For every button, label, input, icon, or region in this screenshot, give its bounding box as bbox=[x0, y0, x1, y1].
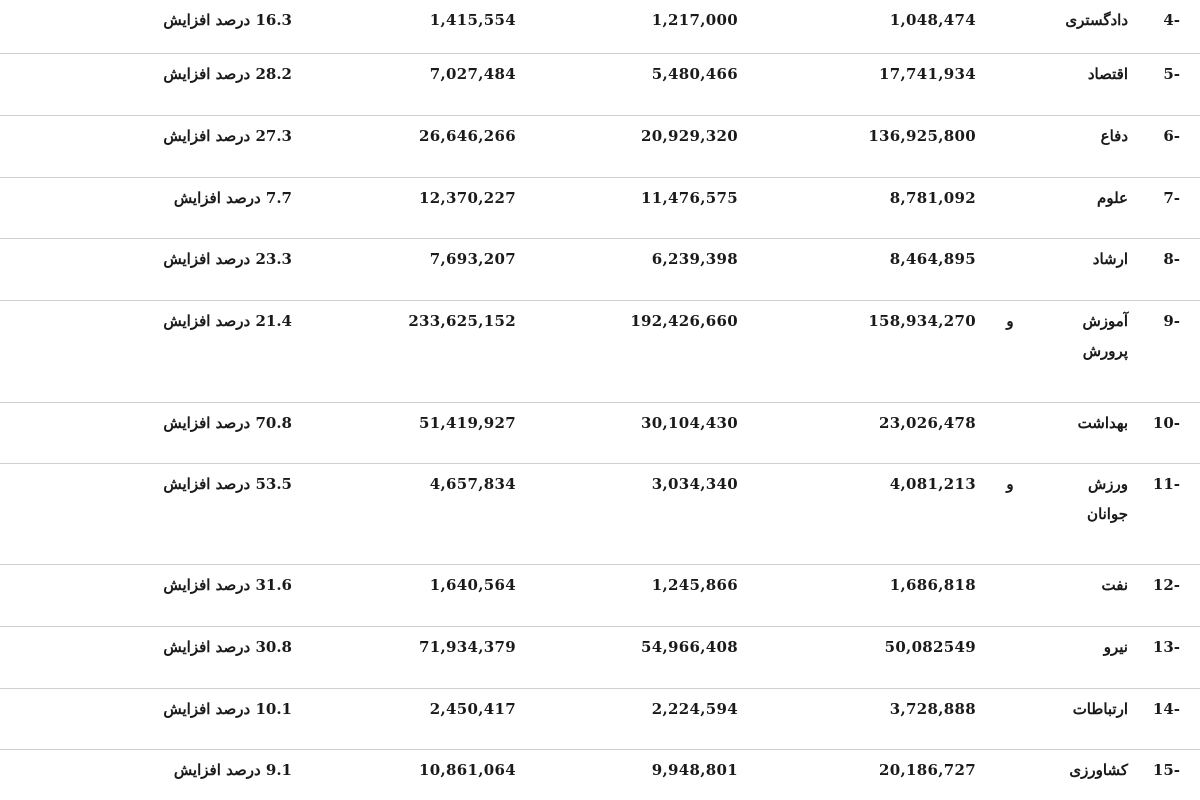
change-label: درصد افزایش bbox=[163, 700, 251, 718]
budget-value-1: 1,048,474 bbox=[889, 11, 976, 29]
change-label: درصد افزایش bbox=[173, 189, 261, 207]
row-index: 12- bbox=[1152, 576, 1180, 594]
change-label: درصد افزایش bbox=[163, 576, 251, 594]
change-percent: 21.4 bbox=[255, 312, 292, 330]
change-label: درصد افزایش bbox=[163, 65, 251, 83]
table-row bbox=[0, 0, 1200, 54]
ministry-name bbox=[1018, 474, 1128, 524]
budget-value-1: 4,081,213 bbox=[889, 475, 976, 493]
budget-value-2: 54,966,408 bbox=[641, 638, 738, 656]
change-cell bbox=[100, 311, 292, 331]
change-label: درصد افزایش bbox=[163, 127, 251, 145]
change-cell bbox=[100, 249, 292, 269]
ministry-name bbox=[1018, 188, 1128, 208]
row-index: 9- bbox=[1163, 312, 1180, 330]
change-percent: 31.6 bbox=[255, 576, 292, 594]
change-percent: 9.1 bbox=[265, 761, 292, 779]
budget-value-2: 5,480,466 bbox=[651, 65, 738, 83]
change-percent: 70.8 bbox=[255, 414, 292, 432]
ministry-name-line: جوانان bbox=[1087, 505, 1128, 523]
change-label: درصد افزایش bbox=[163, 11, 251, 29]
budget-value-2: 11,476,575 bbox=[641, 189, 738, 207]
row-index: 14- bbox=[1152, 700, 1180, 718]
conjunction: و bbox=[1006, 312, 1014, 330]
budget-value-3: 2,450,417 bbox=[429, 700, 516, 718]
budget-value-1: 17,741,934 bbox=[879, 65, 976, 83]
budget-value-1: 158,934,270 bbox=[868, 312, 976, 330]
row-index: 15- bbox=[1152, 761, 1180, 779]
change-cell bbox=[100, 637, 292, 657]
budget-value-2: 3,034,340 bbox=[651, 475, 738, 493]
change-cell bbox=[100, 126, 292, 146]
budget-value-2: 6,239,398 bbox=[651, 250, 738, 268]
change-percent: 10.1 bbox=[255, 700, 292, 718]
table-row bbox=[0, 403, 1200, 464]
ministry-name bbox=[1018, 311, 1128, 361]
table-row bbox=[0, 627, 1200, 689]
budget-value-2: 1,217,000 bbox=[651, 11, 738, 29]
change-cell bbox=[100, 10, 292, 30]
change-cell bbox=[100, 575, 292, 595]
ministry-name-line: ارتباطات bbox=[1072, 700, 1128, 718]
ministry-name-line: کشاورزی bbox=[1069, 761, 1128, 779]
row-index: 6- bbox=[1163, 127, 1180, 145]
budget-value-1: 20,186,727 bbox=[879, 761, 976, 779]
change-label: درصد افزایش bbox=[163, 475, 251, 493]
ministry-name bbox=[1018, 637, 1128, 657]
change-cell bbox=[100, 760, 292, 780]
ministry-name bbox=[1018, 413, 1128, 433]
row-index: 5- bbox=[1163, 65, 1180, 83]
ministry-name bbox=[1018, 64, 1128, 84]
ministry-name-line: اقتصاد bbox=[1087, 65, 1128, 83]
change-label: درصد افزایش bbox=[163, 638, 251, 656]
budget-value-3: 7,027,484 bbox=[429, 65, 516, 83]
change-cell bbox=[100, 413, 292, 433]
table-row bbox=[0, 116, 1200, 178]
budget-value-3: 4,657,834 bbox=[429, 475, 516, 493]
budget-value-3: 233,625,152 bbox=[408, 312, 516, 330]
budget-value-1: 8,781,092 bbox=[889, 189, 976, 207]
ministry-name bbox=[1018, 249, 1128, 269]
change-label: درصد افزایش bbox=[173, 761, 261, 779]
change-cell bbox=[100, 188, 292, 208]
change-percent: 23.3 bbox=[255, 250, 292, 268]
table-row bbox=[0, 178, 1200, 239]
change-label: درصد افزایش bbox=[163, 414, 251, 432]
budget-value-2: 20,929,320 bbox=[641, 127, 738, 145]
table-row bbox=[0, 301, 1200, 403]
ministry-name-line: پرورش bbox=[1082, 342, 1128, 360]
ministry-name bbox=[1018, 126, 1128, 146]
change-percent: 53.5 bbox=[255, 475, 292, 493]
change-cell bbox=[100, 699, 292, 719]
row-index: 8- bbox=[1163, 250, 1180, 268]
budget-value-3: 1,640,564 bbox=[429, 576, 516, 594]
budget-value-1: 23,026,478 bbox=[879, 414, 976, 432]
budget-value-2: 9,948,801 bbox=[651, 761, 738, 779]
table-row bbox=[0, 750, 1200, 800]
change-percent: 7.7 bbox=[265, 189, 292, 207]
ministry-name bbox=[1018, 10, 1128, 30]
budget-value-3: 51,419,927 bbox=[419, 414, 516, 432]
budget-value-1: 8,464,895 bbox=[889, 250, 976, 268]
budget-value-3: 7,693,207 bbox=[429, 250, 516, 268]
table-row bbox=[0, 464, 1200, 565]
budget-value-2: 192,426,660 bbox=[630, 312, 738, 330]
budget-value-3: 71,934,379 bbox=[419, 638, 516, 656]
ministry-name-line: نیرو bbox=[1103, 638, 1128, 656]
change-percent: 30.8 bbox=[255, 638, 292, 656]
change-percent: 27.3 bbox=[255, 127, 292, 145]
table-row bbox=[0, 239, 1200, 301]
table-row bbox=[0, 54, 1200, 116]
ministry-name-line: ارشاد bbox=[1092, 250, 1128, 268]
ministry-name-line: نفت bbox=[1101, 576, 1128, 594]
budget-value-1: 136,925,800 bbox=[868, 127, 976, 145]
budget-value-2: 2,224,594 bbox=[651, 700, 738, 718]
change-cell bbox=[100, 474, 292, 494]
budget-value-1: 50,082549 bbox=[884, 638, 976, 656]
conjunction: و bbox=[1006, 475, 1014, 493]
row-index: 4- bbox=[1163, 11, 1180, 29]
budget-value-2: 30,104,430 bbox=[641, 414, 738, 432]
budget-value-3: 10,861,064 bbox=[419, 761, 516, 779]
budget-value-1: 3,728,888 bbox=[889, 700, 976, 718]
ministry-name-line: دادگستری bbox=[1065, 11, 1128, 29]
budget-value-1: 1,686,818 bbox=[889, 576, 976, 594]
ministry-name-line: بهداشت bbox=[1077, 414, 1128, 432]
budget-value-2: 1,245,866 bbox=[651, 576, 738, 594]
ministry-name-line: ورزش bbox=[1087, 475, 1128, 493]
budget-value-3: 1,415,554 bbox=[429, 11, 516, 29]
row-index: 7- bbox=[1163, 189, 1180, 207]
table-row bbox=[0, 689, 1200, 750]
change-percent: 28.2 bbox=[255, 65, 292, 83]
row-index: 11- bbox=[1152, 475, 1180, 493]
ministry-name bbox=[1018, 699, 1128, 719]
change-cell bbox=[100, 64, 292, 84]
ministry-name bbox=[1018, 575, 1128, 595]
ministry-name-line: آموزش bbox=[1082, 312, 1128, 330]
ministry-name-line: علوم bbox=[1097, 189, 1128, 207]
budget-value-3: 12,370,227 bbox=[419, 189, 516, 207]
row-index: 10- bbox=[1152, 414, 1180, 432]
ministry-name-line: دفاع bbox=[1100, 127, 1128, 145]
table-row bbox=[0, 565, 1200, 627]
change-label: درصد افزایش bbox=[163, 312, 251, 330]
budget-value-3: 26,646,266 bbox=[419, 127, 516, 145]
row-index: 13- bbox=[1152, 638, 1180, 656]
change-percent: 16.3 bbox=[255, 11, 292, 29]
ministry-name bbox=[1018, 760, 1128, 780]
change-label: درصد افزایش bbox=[163, 250, 251, 268]
